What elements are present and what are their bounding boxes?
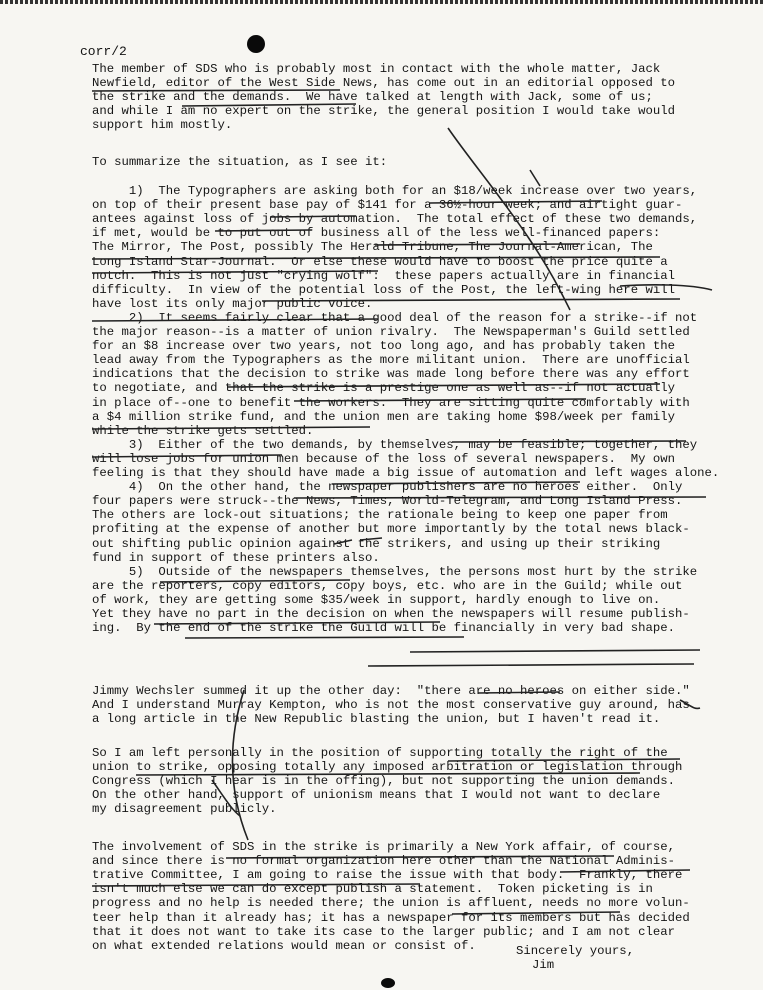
text-line: notch. This is not just "crying wolf": these papers actually are in financial (92, 268, 675, 283)
text-line: Yet they have no part in the decision on when the newspapers will resume publish- (92, 607, 690, 621)
text-line: profiting at the expense of another but more importantly by the total news black- (92, 522, 690, 537)
text-line: The others are lock-out situations; the rationale being to keep one paper from (92, 508, 668, 523)
text-line: teer help than it already has; it has a newspaper for its members but has decided (92, 910, 690, 925)
text-line: are the reporters, copy editors, copy boys, etc. who are in the Guild; while out (92, 578, 683, 593)
text-line: ing. By the end of the strike the Guild will be financially in very bad shape. (92, 621, 675, 636)
text-line: trative Committee, I am going to raise the issue with that body. Frankly, there (92, 868, 683, 883)
text-line: 4) On the other hand, the newspaper publishers are no heroes either. Only (92, 480, 683, 495)
text-line: of work, they are getting some $35/week in support, hardly enough to live on. (92, 592, 661, 607)
text-line: lead away from the Typographers as the more militant union. There are unofficial (92, 353, 690, 368)
text-line: the strike and the demands. We have talked at length with Jack, some of us; (92, 90, 653, 105)
text-line: and while I am no expert on the strike, the general position I would take would (92, 104, 675, 119)
underline-mark (185, 637, 464, 638)
text-line: 2) It seems fairly clear that a good deal of the reason for a strike--if not (92, 310, 698, 325)
text-line: support him mostly. (92, 118, 233, 133)
text-line: to negotiate, and that the strike is a prestige one as well as--if not actually (92, 381, 675, 396)
underline-mark (410, 650, 700, 652)
text-line: in place of--one to benefit the workers. They are sitting quite comfortably with (92, 395, 690, 410)
text-line: fund in support of these printers also. (92, 550, 380, 565)
text-line: indications that the decision to strike was made long before there was any effort (92, 367, 690, 382)
text-line: for an $8 increase over two years, not too long ago, and has probably taken the (92, 339, 675, 354)
text-line: on what extended relations would mean or consist of. (92, 938, 476, 953)
text-line: antees against loss of jobs by automation. The total effect of these two demands, (92, 212, 698, 227)
text-line: out shifting public opinion against the strikers, and using up their striking (92, 536, 661, 551)
text-line: 3) Either of the two demands, by themselves, may be feasible; together, they (92, 437, 698, 452)
text-line: On the other hand, support of unionism means that I would not want to declare (92, 788, 661, 803)
text-line: difficulty. In view of the potential loss of the Post, the left-wing here will (92, 282, 675, 297)
page-reference: corr/2 (80, 44, 127, 59)
text-line: Jimmy Wechsler summed it up the other day: "there are no heroes on either side." (92, 684, 690, 698)
text-line: Congress (which I hear is in the offing), but not supporting the union demands. (92, 774, 675, 789)
text-line: if met, would be to put out of business all of the less well-financed papers: (92, 226, 661, 241)
text-line: four papers were struck--the News, Times, World-Telegram, and Long Island Press. (92, 494, 683, 509)
text-line: And I understand Murray Kempton, who is not the most conservative guy around, has (92, 698, 690, 713)
text-line: feeling is that they should have made a big issue of automation and left wages alone. (92, 466, 720, 480)
text-line: So I am left personally in the position of supporting totally the right of the (92, 746, 668, 760)
punch-hole-icon (381, 978, 395, 988)
text-line: that it does not want to take its case to the larger public; and I am not clear (92, 924, 675, 939)
text-line: Long Island Star-Journal. Or else these would have to boost the price quite a (92, 254, 668, 269)
text-line: on top of their present base pay of $141 for a 36½-hour week; and airtight guar- (92, 198, 683, 213)
text-line: union to strike, opposing totally any imposed arbitration or legislation through (92, 760, 683, 775)
text-line: The involvement of SDS in the strike is primarily a New York affair, of course, (92, 840, 675, 854)
text-line: The member of SDS who is probably most in contact with the whole matter, Jack (92, 62, 661, 76)
punch-hole-icon (247, 35, 265, 53)
text-line: 1) The Typographers are asking both for an $18/week increase over two years, (92, 184, 698, 198)
text-line: while the strike gets settled. (92, 423, 314, 438)
page-edge (0, 0, 763, 4)
text-line: 5) Outside of the newspapers themselves, the persons most hurt by the strike (92, 564, 698, 579)
text-line: and since there is no formal organization here other than the National Adminis- (92, 854, 675, 869)
underline-mark (368, 664, 694, 666)
text-line: a $4 million strike fund, and the union men are taking home $98/week per family (92, 409, 675, 424)
text-line: The Mirror, The Post, possibly The Herald Tribune, The Journal-American, The (92, 240, 653, 255)
text-line: Newfield, editor of the West Side News, has come out in an editorial opposed to (92, 76, 675, 91)
signature-name: Jim (532, 958, 555, 972)
text-line: isn't much else we can do except publish a statement. Token picketing is in (92, 882, 653, 897)
text-line: will lose jobs for union men because of the loss of several newspapers. My own (92, 451, 675, 466)
text-line: have lost its only major public voice. (92, 296, 373, 311)
text-line: To summarize the situation, as I see it: (92, 155, 388, 169)
text-line: progress and no help is needed there; the union is affluent, needs no more volun- (92, 896, 690, 911)
closing-salutation: Sincerely yours, (516, 944, 635, 958)
text-line: a long article in the New Republic blasting the union, but I haven't read it. (92, 712, 661, 727)
text-line: the major reason--is a matter of union rivalry. The Newspaperman's Guild settled (92, 325, 690, 339)
text-line: my disagreement publicly. (92, 802, 277, 817)
